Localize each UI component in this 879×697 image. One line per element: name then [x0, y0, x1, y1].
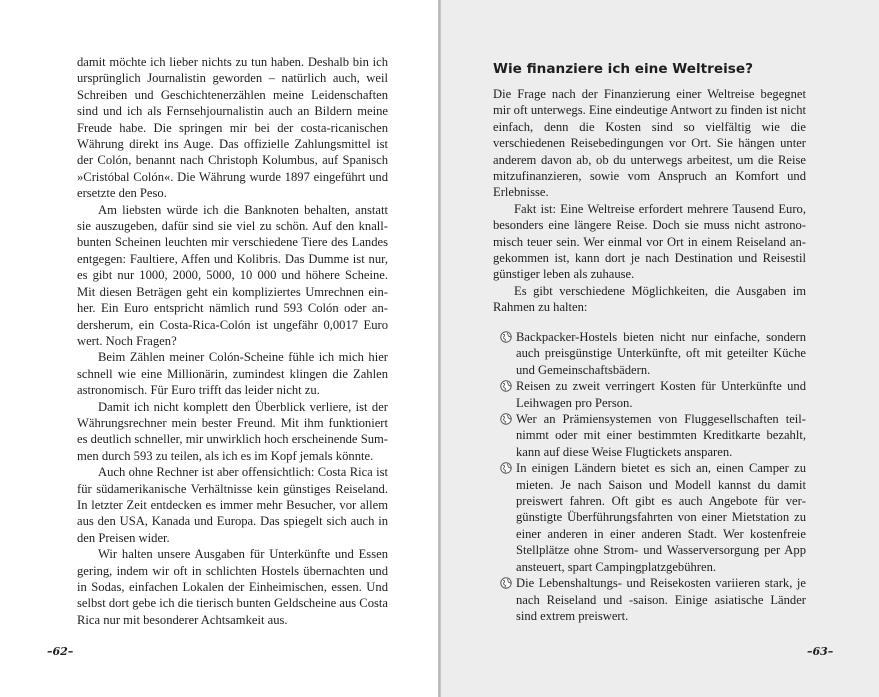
list-item-text: Wer an Prämiensystemen von Fluggesellschaften teilnimmt oder mit einer bestimmten Kreditkarte bezahlt, kann auf diese Weise Flugtickets ansparen. — [516, 412, 806, 459]
tips-list — [500, 329, 806, 624]
body-paragraph: Es gibt verschiedene Möglichkeiten, die Ausgaben im Rahmen zu halten: — [493, 283, 806, 315]
body-paragraph: Am liebsten würde ich die Banknoten behalten, anstatt sie auszugeben, dafür sind sie viel zu schön. Auf den knallbunten Scheinen leuchten mir verschiedene Tiere des Landes entgegen: Faultiere, Affen und Kolibris. Das Dumme ist nur, es gibt nur 1000, 2000, 5000, 10 000 und höhere Scheine. Mit diesen Beträgen geht ein kompliziertes Umrechnen einher. Ein Euro entspricht nämlich rund 593 Colón oder andersherum, ein Costa-Rica-Colón ist ungefähr 0,0017 Euro wert. Noch Fragen? — [77, 202, 388, 348]
list-item — [500, 378, 806, 411]
list-item — [500, 575, 806, 624]
list-item-text: Reisen zu zweit verringert Kosten für Unterkünfte und Leihwagen pro Person. — [516, 379, 806, 410]
body-paragraph: Beim Zählen meiner Colón-Scheine fühle ich mich hier schnell wie eine Millionärin, zumindest klingen die Zahlen astronomisch. Für Euro trifft das leider nicht zu. — [77, 350, 388, 398]
list-item-text: Backpacker-Hostels bieten nicht nur einfache, sondern auch preisgünstige Unterkünfte, oft mit geteilter Küche und Gemeinschaftsbädern. — [516, 330, 806, 377]
section-heading: Wie finanziere ich eine Weltreise? — [493, 61, 753, 77]
body-paragraph: Wir halten unsere Ausgaben für Unterkünfte und Essen gering, indem wir oft in schlichten Hostels übernachten und in Sodas, einfachen Lokalen der Einheimischen, essen. Und selbst dort gebe ich die tierisch bunten Geldscheine aus Costa Rica nur mit besonderer Achtsamkeit aus. — [77, 547, 388, 627]
page-number-right: –63– — [807, 645, 834, 658]
list-item — [500, 329, 806, 378]
globe-icon — [500, 462, 512, 474]
left-page — [0, 0, 438, 697]
page-number-left: –62– — [47, 645, 74, 658]
right-page — [441, 0, 879, 697]
globe-icon — [500, 331, 512, 343]
left-page-body — [77, 54, 388, 628]
body-paragraph: damit möchte ich lieber nichts zu tun haben. Deshalb bin ich ursprünglich Journalistin geworden – natürlich auch, weil Schreiben und Geschichtenerzählen meine Leidenschaften sind und ich als Fernsehjournalistin auch an Bildern meine Freude habe. Die springen mir bei der costa-ricanischen Währung direkt ins Auge. Das offizielle Zahlungsmittel ist der Colón, benannt nach Christoph Kolumbus, auf Spanisch »Cristóbal Colón«. Die Währung wurde 1897 eingeführt und ersetzte den Peso. — [77, 55, 388, 201]
body-paragraph: Auch ohne Rechner ist aber offensichtlich: Costa Rica ist für südamerikanische Verhältnisse kein günstiges Reiseland. In letzter Zeit entdecken es immer mehr Besucher, vor allem aus den USA, Kanada und Europa. Das spiegelt sich auch in den Preisen wider. — [77, 465, 388, 545]
globe-icon — [500, 413, 512, 425]
body-paragraph: Fakt ist: Eine Weltreise erfordert mehrere Tausend Euro, besonders eine längere Reise. Doch sie muss nicht astronomisch teuer sein. Wer einmal vor Ort in einem Reiseland angekommen ist, kann dort je nach Destination und Reisestil günstiger leben als zuhause. — [493, 201, 806, 282]
list-item — [500, 411, 806, 460]
list-item-text: In einigen Ländern bietet es sich an, einen Camper zu mieten. Je nach Saison und Modell kannst du damit preiswert fahren. Oft gibt es auch Angebote für vergünstigte Überführungsfahrten von einer Mietstation zu einer anderen in einer anderen Stadt. Wer kostenfreie Stellplätze ohne Strom- und Wasserversorgung per App ansteuert, spart Campingplatzgebühren. — [516, 461, 806, 574]
list-item — [500, 460, 806, 575]
right-page-body — [493, 86, 806, 316]
globe-icon — [500, 380, 512, 392]
body-paragraph: Damit ich nicht komplett den Überblick verliere, ist der Währungsrechner mein bester Freund. Mit ihm funktioniert es deutlich schneller, mir unwirklich hoch erscheinende Summen durch 593 zu teilen, als ich es im Kopf jemals könnte. — [77, 399, 388, 463]
body-paragraph: Die Frage nach der Finanzierung einer Weltreise begegnet mir oft unterwegs. Eine eindeutige Antwort zu finden ist nicht einfach, denn die Kosten sind so vielfältig wie die verschiedenen Reisebedingungen vor Ort. Sie hängen unter anderem davon ab, ob du unterwegs arbeitest, um die Reise mitzufinanzieren, sowie vom Anspruch an Komfort und Erlebnisse. — [493, 87, 806, 200]
globe-icon — [500, 577, 512, 589]
list-item-text: Die Lebenshaltungs- und Reisekosten variieren stark, je nach Reiseland und -saison. Einige asiatische Länder sind extrem preiswert. — [516, 576, 806, 623]
